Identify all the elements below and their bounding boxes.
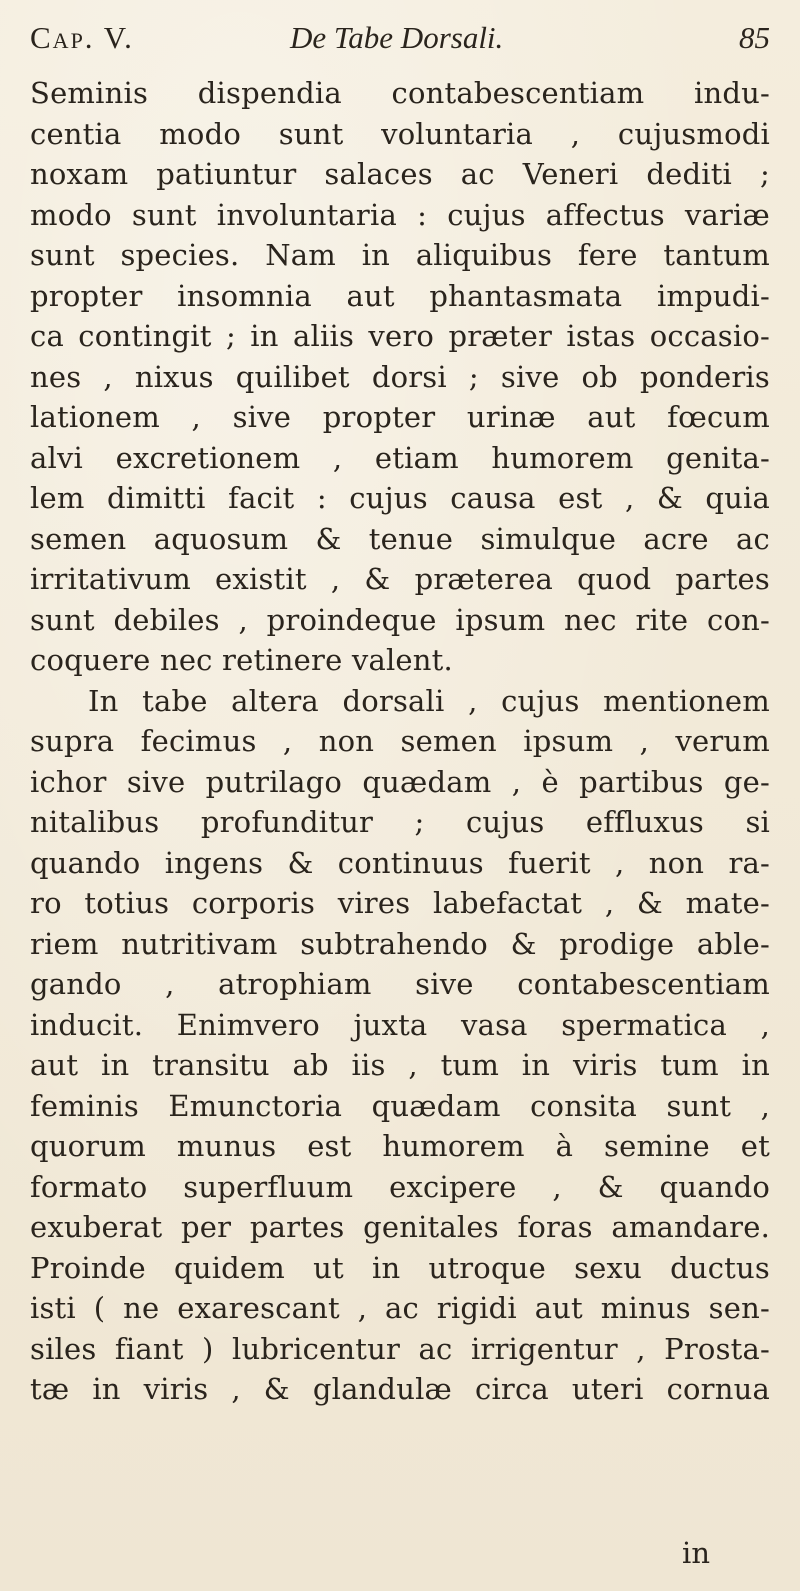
chapter-label: Cap. V. [30,20,134,55]
text-line: In tabe altera dorsali , cujus mentionem [88,683,770,718]
text-line: inducit. Enimvero juxta vasa spermatica , [30,1007,770,1042]
text-line: noxam patiuntur salaces ac Veneri dediti ; [30,157,770,191]
text-line: modo sunt involuntaria : cujus affectus variæ [30,197,770,232]
text-line: nitalibus profunditur ; cujus effluxus si [30,805,770,839]
text-line: semen aquosum & tenue simulque acre ac [30,521,770,556]
text-line: quando ingens & continuus fuerit , non ra- [30,845,770,880]
body-text [30,73,770,1410]
text-line: lationem , sive propter urinæ aut fœcum [30,400,770,434]
text-line: tæ in viris , & glandulæ circa uteri cornua [30,1372,770,1406]
text-line: Proinde quidem ut in utroque sexu ductus [30,1250,770,1285]
text-line: feminis Emunctoria quædam consita sunt , [30,1088,770,1123]
text-line: isti ( ne exarescant , ac rigidi aut minus sen- [30,1291,770,1325]
text-line: gando , atrophiam sive contabescentiam [30,967,770,1001]
text-line: formato superfluum excipere , & quando [30,1169,770,1204]
text-line: coquere nec retinere valent. [30,643,453,677]
running-header [30,14,770,66]
text-line: ichor sive putrilago quædam , è partibus ge- [30,764,770,799]
text-line: supra fecimus , non semen ipsum , verum [30,724,770,758]
text-line: aut in transitu ab iis , tum in viris tum in [30,1048,770,1082]
text-line: alvi excretionem , etiam humorem genita- [30,440,770,475]
text-line: ca contingit ; in aliis vero præter istas occasio- [30,319,770,353]
running-title: De Tabe Dorsali. [290,20,504,55]
page-number: 85 [739,20,770,55]
text-line: quorum munus est humorem à semine et [30,1129,770,1163]
text-line: sunt debiles , proindeque ipsum nec rite con- [30,602,770,637]
catchword: in [682,1536,710,1570]
text-line: nes , nixus quilibet dorsi ; sive ob ponderis [30,359,770,394]
text-line: lem dimitti facit : cujus causa est , & quia [30,481,770,515]
text-line: propter insomnia aut phantasmata impudi- [30,278,770,313]
text-line: ro totius corporis vires labefactat , & mate- [30,886,770,920]
text-line: irritativum existit , & præterea quod partes [30,562,770,596]
text-line: exuberat per partes genitales foras amandare. [30,1210,770,1244]
text-line: riem nutritivam subtrahendo & prodige able- [30,926,770,961]
text-line: Seminis dispendia contabescentiam indu- [30,76,770,110]
text-line: centia modo sunt voluntaria , cujusmodi [30,116,770,151]
text-line: sunt species. Nam in aliquibus fere tantum [30,238,770,272]
text-line: siles fiant ) lubricentur ac irrigentur , Prosta- [30,1331,770,1366]
